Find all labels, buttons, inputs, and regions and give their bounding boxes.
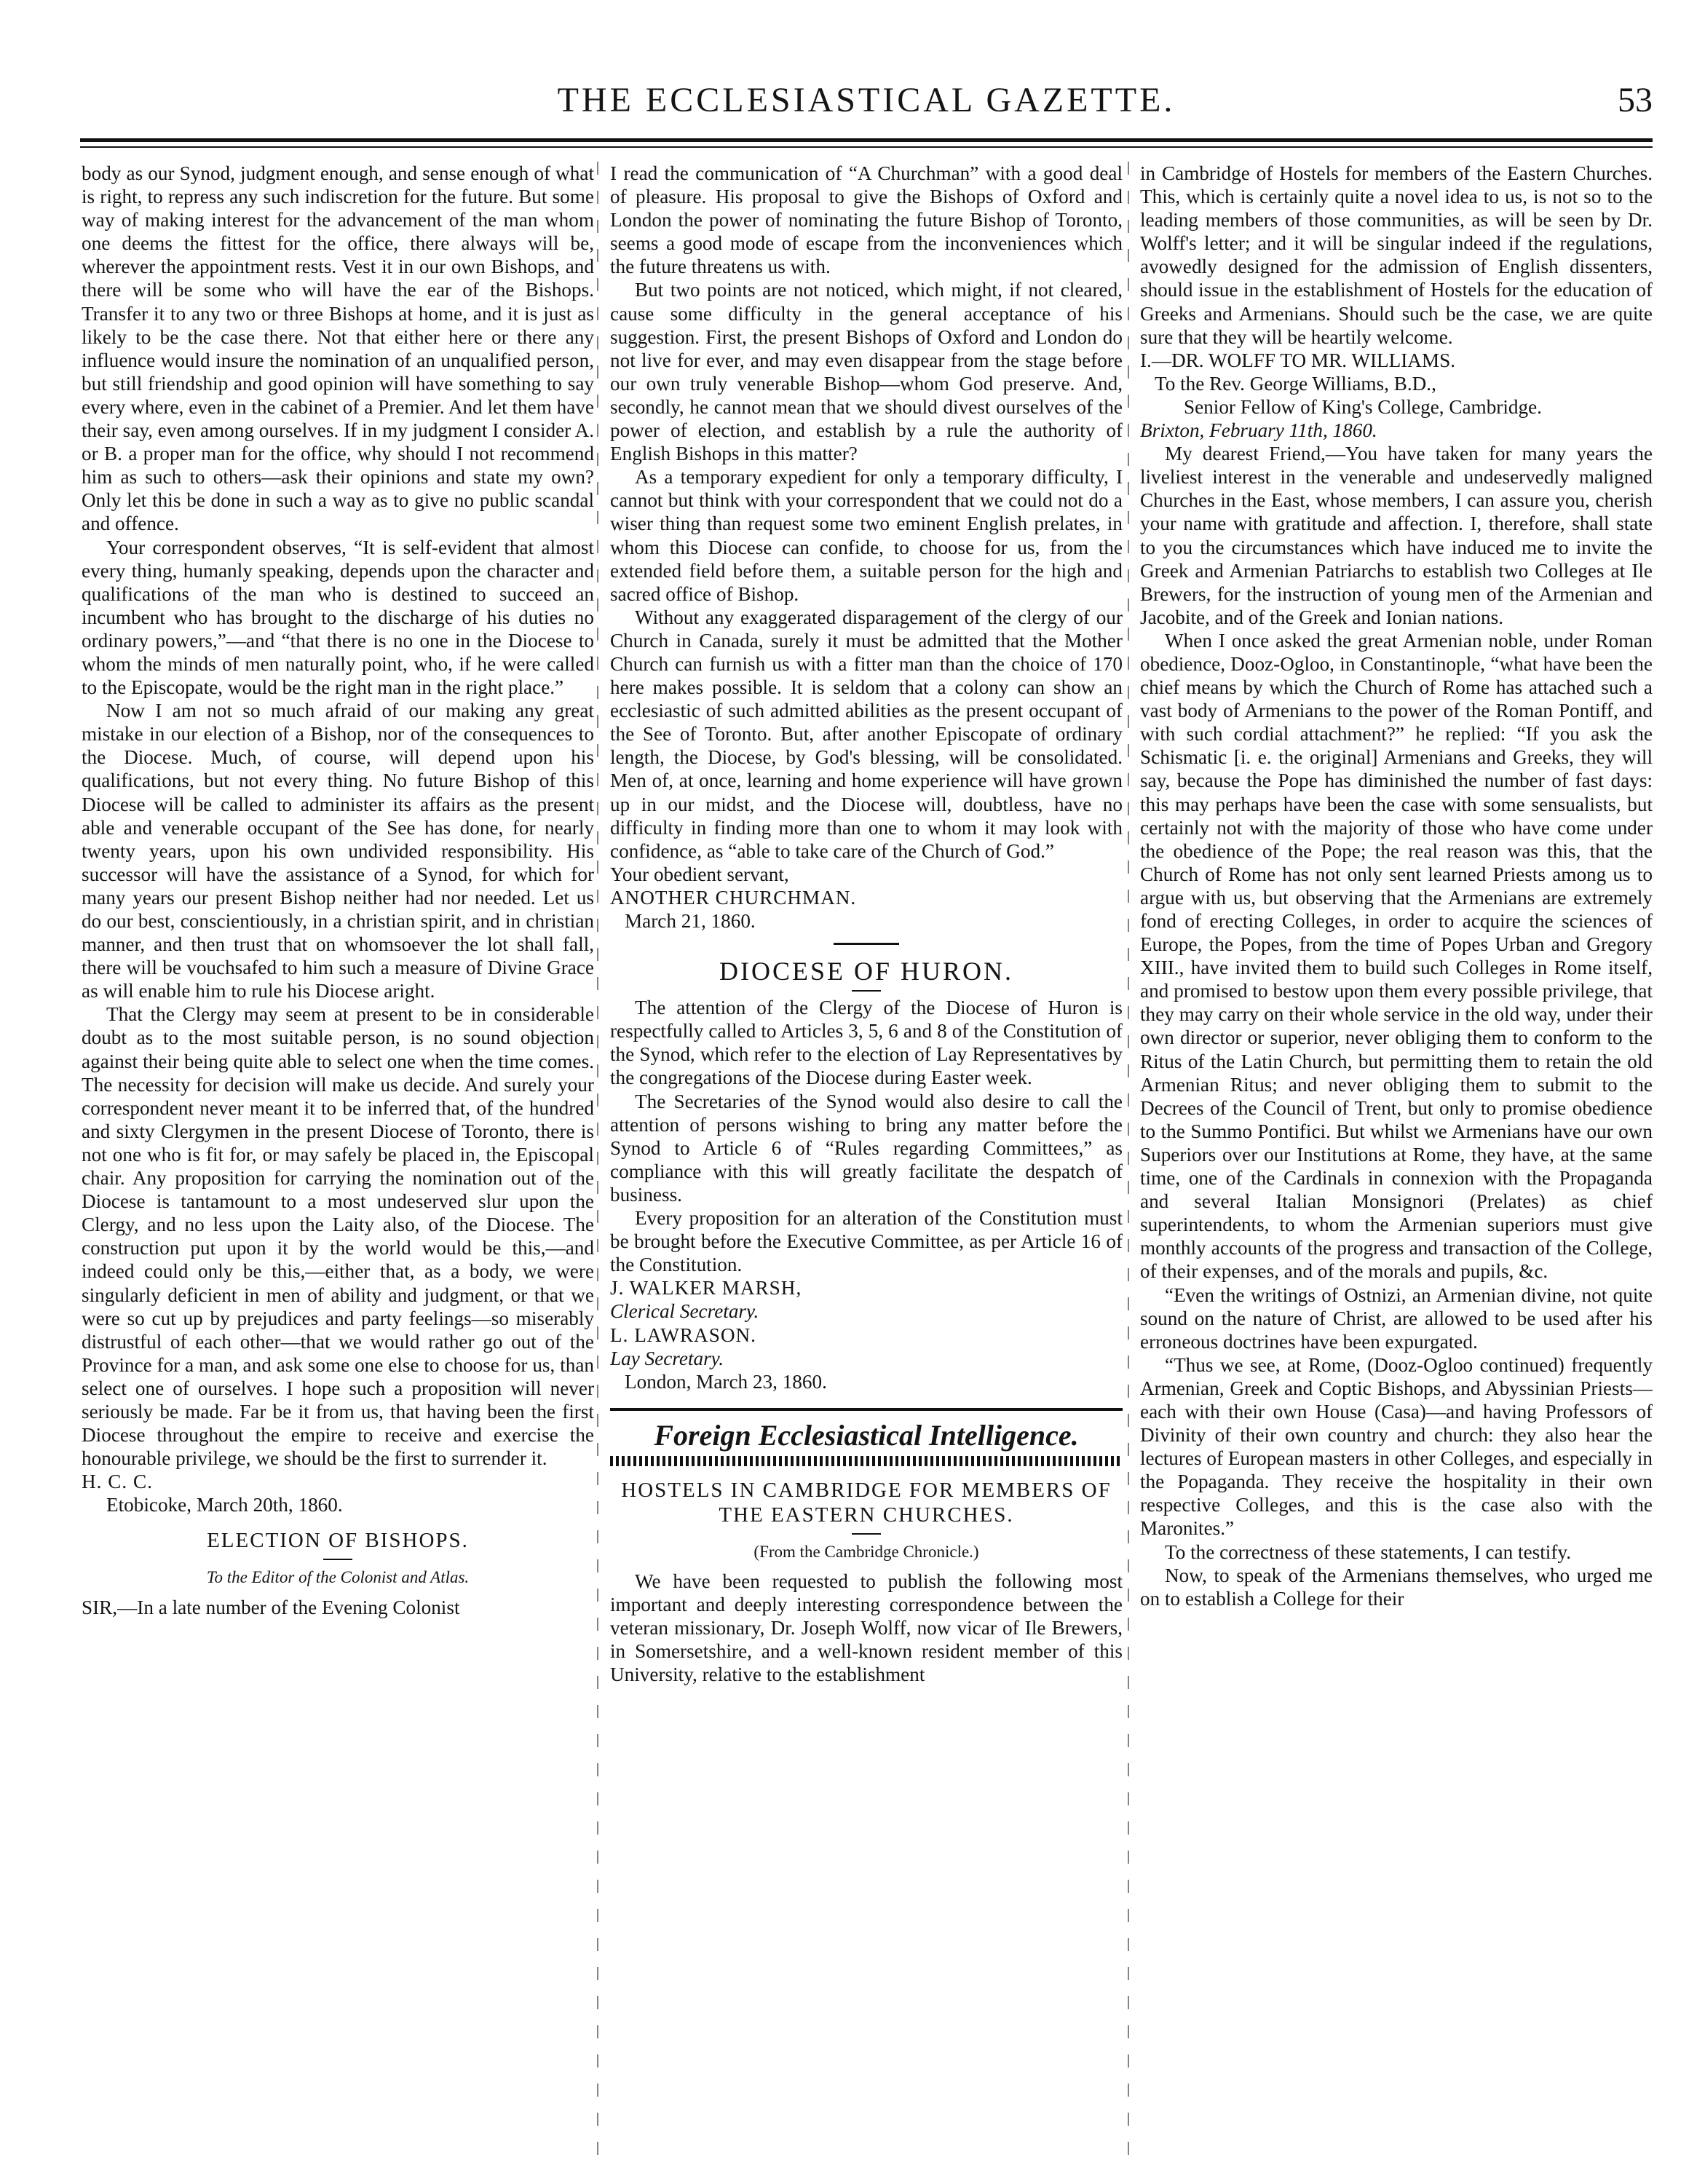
signatory-title: Clerical Secretary.: [610, 1300, 759, 1323]
section-divider: [610, 1408, 1123, 1411]
paragraph: The attention of the Clergy of the Diocese of Huron is respectfully called to Articles 3, 5, 6 and 8 of the Constitution of the Synod, which refer to the election of Lay Representatives by the congregations of the Diocese during Easter week.: [610, 997, 1123, 1089]
paragraph: As a temporary expedient for only a temporary difficulty, I cannot but think with your correspondent that we could not do a wiser thing than request some two eminent English prelates, in whom this Diocese can confide, to choose for us, from the extended field before them, a suitable person for the high and sacred office of Bishop.: [610, 466, 1123, 605]
letter-signature: ANOTHER CHURCHMAN.: [610, 886, 857, 909]
paragraph: Now, to speak of the Armenians themselves, who urged me on to establish a College for their: [1140, 1564, 1653, 1610]
paragraph: “Thus we see, at Rome, (Dooz-Ogloo continued) frequently Armenian, Greek and Coptic Bishops, and Abyssinian Priests—each with their own House (Casa)—and having Professors of Divinity of their own country and church: they also hear the lectures of European masters in other Colleges, and especially in the Popaganda. They receive the hospitality in their own respective Colleges, and this is the case also with the Maronites.”: [1140, 1353, 1653, 1540]
page-number: 53: [1618, 81, 1653, 119]
letter-closing: Your obedient servant,: [610, 863, 789, 885]
paragraph: Without any exaggerated disparagement of the clergy of our Church in Canada, surely it must be admitted that the Mother Church can furnish us with a fitter man than the choice of 170 here makes possible. It is seldom that a colony can show an ecclesiastic of such admitted abilities as the present occupant of the See of Toronto. But, after another Episcopate of ordinary length, the Diocese, by God's blessing, will be consolidated. Men of, at once, learning and home experience will have grown up in our midst, and the Diocese will, doubtless, have no difficulty in finding more than one to whom it may look with confidence, as “able to take care of the Church of God.”: [610, 606, 1123, 862]
letter-address: Senior Fellow of King's College, Cambridge.: [1184, 395, 1542, 418]
dateline: Brixton, February 11th, 1860.: [1140, 419, 1377, 442]
paragraph: The Secretaries of the Synod would also desire to call the attention of persons wishing to bring any matter before the Synod to Article 6 of “Rules regarding Committees,” as compliance with this will greatly facilitate the despatch of business.: [610, 1090, 1123, 1206]
signatory-name: L. LAWRASON.: [610, 1324, 756, 1346]
letter-addressee: To the Editor of the Colonist and Atlas.: [206, 1568, 470, 1587]
paragraph: Your correspondent observes, “It is self-evident that almost every thing, humanly speaking, depends upon the character and qualifications of the man who is destined to succeed an incumbent who has brought to the discharge of his duties no ordinary powers,”—and “that there is no one in the Diocese to whom the minds of men naturally point, who, if he were called to the Episcopate, would be the right man in the right place.”: [82, 536, 594, 699]
heading-rule: [852, 990, 881, 992]
paragraph: body as our Synod, judgment enough, and sense enough of what is right, to repress any such indiscretion for the future. But some way of making interest for the advancement of the man whom one deems the fittest for the office, there always will be, wherever the appointment rests. Vest it in our own Bishops, and there will be some who will have the ear of the Bishops. Transfer it to any two or three Bishops at home, and it is just as likely to be the case there. Not that either here or there any influence would insure the nomination of an unqualified person, but still friendship and good opinion will have something to say every where, even in the cabinet of a Premier. And let them have their say, even among ourselves. If in my judgment I consider A. or B. a proper man for the office, why should I not recommend him as such to others—ask their opinions and state my own? Only let this be done in such a way as to give no public scandal and offence.: [82, 162, 594, 535]
section-heading: ELECTION OF BISHOPS.: [207, 1529, 469, 1553]
article-heading: HOSTELS IN CAMBRIDGE FOR MEMBERS OF THE EASTERN CHURCHES.: [621, 1478, 1112, 1527]
page-header: [80, 70, 1653, 121]
paragraph: That the Clergy may seem at present to be in considerable doubt as to the most suitable person, is no sound objection against their being quite able to select one when the time comes. The necessity for decision will make us decide. And surely your correspondent never meant it to be inferred that, of the hundred and sixty Clergymen in the present Diocese of Toronto, there is not one who is fit for, or may safely be placed in, the Episcopal chair. Any proposition for carrying the nomination out of the Diocese is tantamount to a most undeserved slur upon the Clergy, and no less upon the Laity also, of the Diocese. The construction put upon it by the world would be this,—and indeed could only be this,—either that, as a body, we were singularly deficient in men of ability and judgment, or that we were so cut up by prejudices and party feelings—so miserably distrustful of each other—that we would rather go out of the Province for a man, and ask some one else to choose for us, than select one of ourselves. I hope such a proposition will never seriously be made. Far be it from us, that having been the first Diocese throughout the empire to receive and exercise the honourable privilege, we should be the first to surrender it.: [82, 1003, 594, 1470]
signatory-name: J. WALKER MARSH,: [610, 1277, 802, 1299]
letter-heading: I.—DR. WOLFF TO MR. WILLIAMS.: [1140, 349, 1456, 371]
signatory-title: Lay Secretary.: [610, 1347, 724, 1369]
dateline: Etobicoke, March 20th, 1860.: [106, 1494, 343, 1516]
column-divider: [597, 162, 598, 2171]
paragraph: Now I am not so much afraid of our making any great mistake in our election of a Bishop, nor of the consequences to the Diocese. Much, of course, will depend upon his qualifications, but not every thing. No future Bishop of this Diocese will be called to administer its affairs as the present able and venerable occupant of the See has done, for nearly twenty years, upon his own undivided responsibility. His successor will have the assistance of a Synod, for which for many years our present Bishop neither had nor needed. Let us do our best, conscientiously, in a christian spirit, and in christian manner, and then trust that on whomsoever the lot shall fall, there will be vouchsafed to him such a measure of Divine Grace as will enable him to rule his Diocese aright.: [82, 700, 594, 1002]
paragraph: But two points are not noticed, which might, if not cleared, cause some difficulty in the general acceptance of his suggestion. First, the present Bishops of Oxford and London do not live for ever, and may even disappear from the stage before our own truly venerable Bishop—whom God preserve. And, secondly, he cannot mean that we should divest ourselves of the power of election, and establish by a rule the authority of English Bishops in this matter?: [610, 279, 1123, 465]
header-rule-thin: [80, 146, 1653, 148]
header-rule-thick: [80, 138, 1653, 142]
section-heading: Foreign Ecclesiastical Intelligence.: [654, 1418, 1079, 1452]
column-1: [82, 162, 594, 2171]
paragraph: in Cambridge of Hostels for members of the Eastern Churches. This, which is certainly quite a novel idea to us, is not so to the leading members of those communities, as will be seen by Dr. Wolff's letter; and it will be singular indeed if the regulations, avowedly designed for the admission of English dissenters, should issue in the establishment of Hostels for the education of Greeks and Armenians. Should such be the case, we are quite sure that they will be heartily welcome.: [1140, 162, 1653, 348]
dateline: London, March 23, 1860.: [625, 1370, 827, 1393]
heading-rule: [323, 1559, 352, 1560]
letter-address: To the Rev. George Williams, B.D.,: [1155, 372, 1436, 395]
heading-rule: [852, 1533, 881, 1535]
paragraph: I read the communication of “A Churchman” with a good deal of pleasure. His proposal to give the Bishops of Oxford and London the power of nominating the future Bishop of Toronto, seems a good mode of escape from the inconveniences which the future threatens us with.: [610, 162, 1123, 278]
paragraph: When I once asked the great Armenian noble, under Roman obedience, Dooz-Ogloo, in Constantinople, “what have been the chief means by which the Church of Rome has attached such a vast body of Armenians to the power of the Roman Pontiff, and with such cordial attachment?” he replied: “If you ask the Schismatic [i. e. the original] Armenians and Greeks, they will say, because the Pope has diminished the number of fast days: this may perhaps have been the case with some sensualists, but certainly not with the majority of those who have come under the obedience of the Pope; the real reason was this, that the Church of Rome has not only sent learned Priests among us to argue with us, but observing that the Armenians are extremely fond of erecting Colleges, in order to acquire the sciences of Europe, the Popes, from the time of Popes Urban and Gregory XIII., have invited them to build such Colleges in Rome itself, and promised to bestow upon them every possible privilege, that they may carry on their whole service in the old way, under their own director or superior, never obliging them to conform to the Ritus of the Latin Church, but permitting them to retain the old Armenian Ritus; and never obliging them to submit to the Decrees of the Council of Trent, but only to promise obedience to the Summo Pontifici. But whilst we Armenians have our own Superiors over our Institutions at Rome, they have, at the same time, one of the Cardinals in connexion with the Propaganda and several Italian Monsignori (Prelates) as chief superintendents, to whom the Armenian superiors must give monthly accounts of the progress and transaction of the College, of their expenses, and of the morals and pupils, &c.: [1140, 629, 1653, 1283]
section-divider: [834, 943, 899, 945]
paragraph: SIR,—In a late number of the Evening Colonist: [82, 1596, 460, 1618]
publication-title: THE ECCLESIASTICAL GAZETTE.: [557, 81, 1176, 119]
paragraph: Every proposition for an alteration of the Constitution must be brought before the Executive Committee, as per Article 16 of the Constitution.: [610, 1207, 1123, 1276]
ornamental-rule: [610, 1456, 1123, 1466]
article-source: (From the Cambridge Chronicle.): [753, 1542, 979, 1561]
section-heading: DIOCESE OF HURON.: [719, 957, 1014, 986]
paragraph: “Even the writings of Ostnizi, an Armenian divine, not quite sound on the nature of Christ, are allowed to be used after his erroneous doctrines have been expurgated.: [1140, 1283, 1653, 1353]
column-divider: [1128, 162, 1129, 2171]
paragraph: To the correctness of these statements, I can testify.: [1165, 1540, 1572, 1563]
paragraph: We have been requested to publish the following most important and deeply interesting correspondence between the veteran missionary, Dr. Joseph Wolff, now vicar of Ile Brewers, in Somersetshire, and a well-known resident member of this University, relative to the establishment: [610, 1570, 1123, 1686]
letter-signature: H. C. C.: [82, 1471, 153, 1493]
dateline: March 21, 1860.: [625, 910, 756, 932]
paragraph: My dearest Friend,—You have taken for many years the liveliest interest in the venerable and undeservedly maligned Churches in the East, whose members, I can assure you, cherish your name with gratitude and affection. I, therefore, shall state to you the circumstances which have induced me to invite the Greek and Armenian Patriarchs to establish two Colleges at Ile Brewers, for the instruction of young men of the Armenian and Jacobite, and of the Greek and Ionian nations.: [1140, 443, 1653, 628]
column-2: [610, 162, 1123, 2171]
column-3: [1140, 162, 1653, 2171]
